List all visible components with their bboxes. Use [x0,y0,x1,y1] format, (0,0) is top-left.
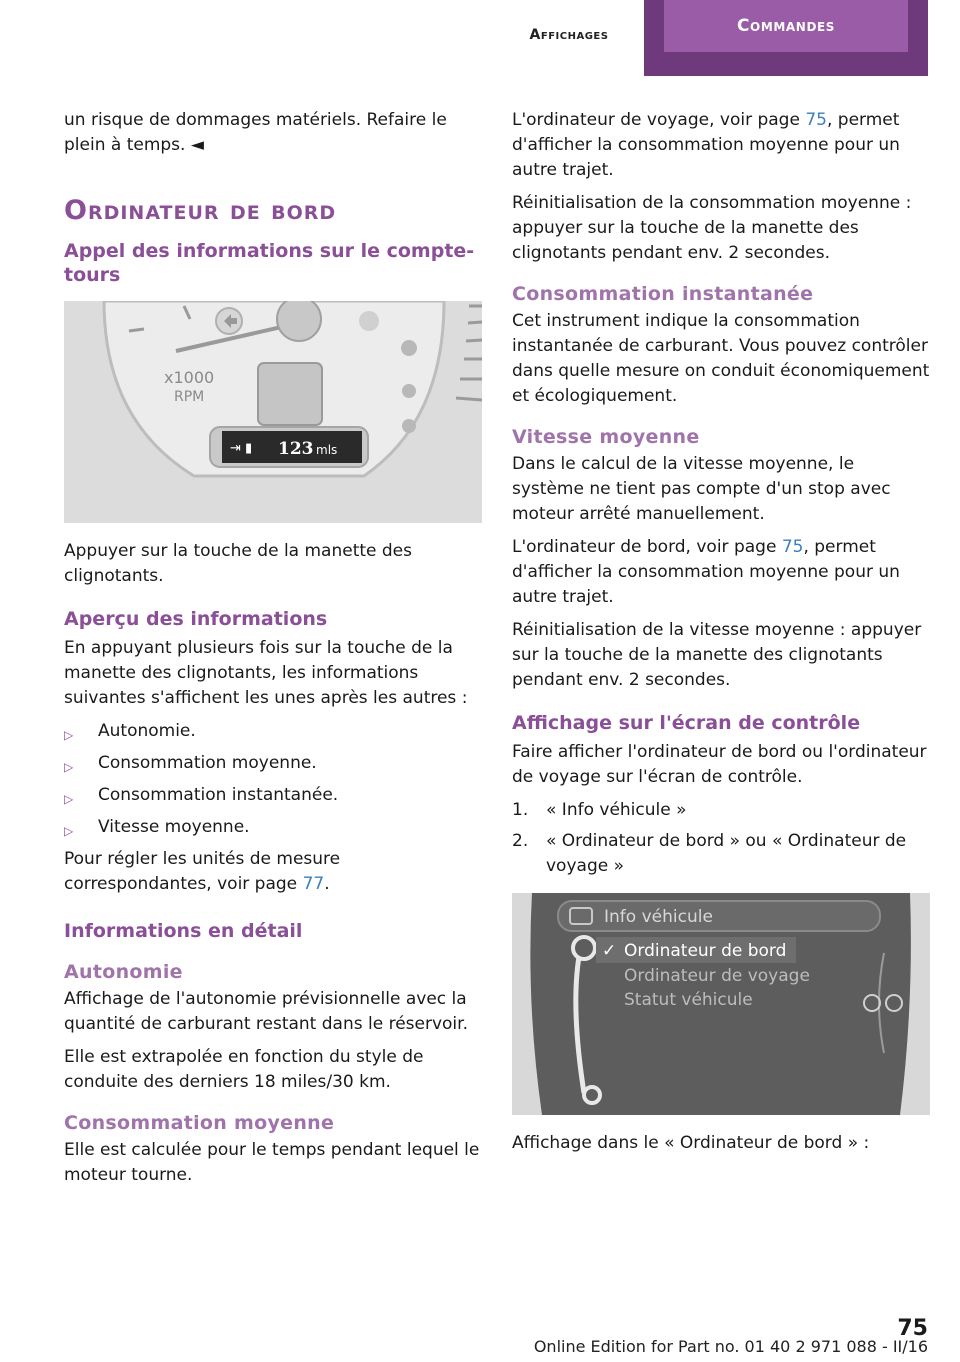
press-text: Appuyer sur la touche de la manette des clignotants. [64,541,413,586]
figure-caption: Affichage dans le « Ordinateur de bord » : [512,1133,870,1153]
list-item: ▷ Vitesse moyenne. [64,817,250,838]
tachometer-figure [64,301,482,523]
page-number: 75 [897,1316,928,1341]
page-link-75[interactable]: 75 [805,110,827,130]
overview-heading: Aperçu des informations [64,608,328,630]
detail-heading: Informations en détail [64,920,303,942]
reset-speed-text: Réinitialisation de la vitesse moyenne : appuyer sur la touche de la manette des clignotants pendant env. 2 secondes. [512,620,922,690]
triangle-bullet-icon: ▷ [64,824,74,838]
page-link-77[interactable]: 77 [302,874,325,894]
intro-text: un risque de dommages matériels. Refaire le plein à temps. ◄ [64,110,447,155]
tab-commandes-label: Commandes [664,0,908,52]
section-title: Ordinateur de bord [64,195,337,226]
list-item: ▷ Consommation moyenne. [64,753,317,774]
tacho-label-2: RPM [174,389,205,405]
display-unit: mls [316,443,338,457]
svg-text:⇥ ▮: ⇥ ▮ [230,441,253,456]
svg-text:✓: ✓ [602,941,617,961]
menu-item: Statut véhicule [624,990,753,1010]
step-item: 2. « Ordinateur de bord » ou « Ordinateur de voyage » [512,831,907,876]
tachometer-illustration [64,301,482,523]
page-link-75[interactable]: 75 [781,537,804,557]
triangle-bullet-icon: ▷ [64,760,74,774]
reset-consumption-text: Réinitialisation de la consommation moyenne : appuyer sur la touche de la manette des clignotants pendant env. 2 secondes. [512,193,912,263]
triangle-bullet-icon: ▷ [64,792,74,806]
right-column [512,108,930,1164]
range-text-2: Elle est extrapolée en fonction du style de conduite des derniers 18 miles/30 km. [64,1047,424,1092]
control-display-heading: Affichage sur l'écran de contrôle [512,712,861,734]
triangle-bullet-icon: ▷ [64,728,74,742]
range-text-1: Affichage de l'autonomie prévisionnelle avec la quantité de carburant restant dans le réservoir. [64,989,468,1034]
list-item: ▷ Autonomie. [64,721,196,742]
tacho-label-1: x1000 [164,368,215,387]
avg-consumption-text: Elle est calculée pour le temps pendant lequel le moteur tourne. [64,1140,480,1185]
avg-speed-text: Dans le calcul de la vitesse moyenne, le système ne tient pas compte d'un stop avec moteur arrêté manuellement. [512,454,891,524]
avg-speed-heading: Vitesse moyenne [512,426,700,448]
instant-consumption-heading: Consommation instantanée [512,283,814,305]
control-display-text: Faire afficher l'ordinateur de bord ou l'ordinateur de voyage sur l'écran de contrôle. [512,742,927,787]
left-column [64,108,482,1196]
footer-text: Online Edition for Part no. 01 40 2 971 088 - II/16 [533,1337,928,1356]
steps-list [512,798,930,879]
range-heading: Autonomie [64,961,183,983]
menu-item: Ordinateur de voyage [624,966,810,986]
display-value: 123 [278,439,314,459]
instant-consumption-text: Cet instrument indique la consommation instantanée de carburant. Vous pouvez contrôler dans quelle mesure on conduit économiquement et écologiquement. [512,311,930,406]
subsection-title: Appel des informations sur le compte-tours [64,240,475,286]
header-tabs [494,0,928,76]
trip-computer-text: L'ordinateur de voyage, voir page 75, permet d'afficher la consommation moyenne pour un autre trajet. [512,110,900,180]
tab-affichages[interactable]: Affichages [529,27,609,43]
avg-consumption-heading: Consommation moyenne [64,1112,335,1134]
board-computer-text: L'ordinateur de bord, voir page 75, permet d'afficher la consommation moyenne pour un autre trajet. [512,537,900,607]
tab-commandes[interactable] [644,0,928,76]
menu-header: Info véhicule [604,907,713,927]
step-item: 1. « Info véhicule » [512,800,687,820]
control-display-figure [512,893,930,1115]
list-item: ▷ Consommation instantanée. [64,785,339,806]
menu-screen-illustration [512,893,930,1115]
end-mark-icon: ◄ [190,135,204,155]
info-list [64,719,482,840]
overview-text: En appuyant plusieurs fois sur la touche de la manette des clignotants, les informations suivantes s'affichent les unes après les autres : [64,638,468,708]
units-text: Pour régler les unités de mesure correspondantes, voir page 77. [64,849,341,894]
menu-item-selected: Ordinateur de bord [624,941,787,961]
